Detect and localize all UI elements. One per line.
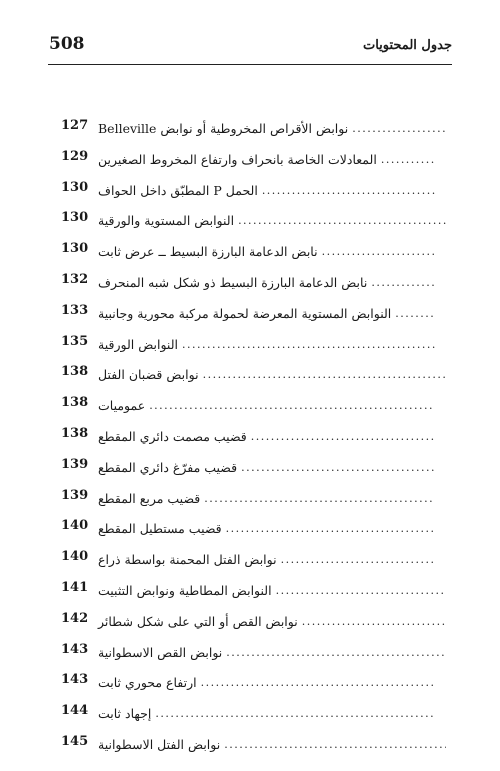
toc-entry[interactable]	[0, 358, 500, 388]
toc-entry-title: الحمل P المطبّق داخل الحواف	[98, 182, 258, 198]
toc-page-number: 129	[61, 148, 89, 164]
dot-leader	[302, 615, 446, 629]
toc-entry-line	[98, 332, 439, 354]
toc-entry-title: قضيب مربع المقطع	[98, 490, 201, 506]
toc-page-number: 141	[61, 580, 89, 595]
toc-entry-line	[98, 424, 439, 446]
toc-entry-title: قضيب مفرّغ دائري المقطع	[98, 459, 238, 475]
toc-entry[interactable]	[0, 605, 500, 635]
toc-entry[interactable]	[0, 112, 500, 142]
toc-entry-title: قضيب مستطيل المقطع	[98, 521, 222, 537]
toc-entry[interactable]	[0, 482, 500, 512]
dot-leader	[241, 461, 435, 475]
toc-entry-line	[98, 301, 439, 323]
toc-entry[interactable]	[0, 697, 500, 727]
dot-leader	[204, 492, 435, 506]
toc-page-number: 130	[61, 241, 89, 257]
toc-entry[interactable]	[0, 235, 500, 265]
toc-entry-line	[98, 640, 450, 662]
toc-entry-title: نابض الدعامة البارزة البسيط ــ عرض ثابت	[98, 244, 318, 260]
toc-page-number: 142	[61, 610, 89, 626]
toc-entry-line	[98, 701, 439, 723]
toc-entry-line	[98, 609, 450, 631]
toc-page-number: 140	[61, 549, 89, 565]
dot-leader	[155, 707, 435, 721]
toc-entry[interactable]	[0, 328, 500, 358]
toc-entry[interactable]	[0, 636, 500, 666]
toc-entry[interactable]	[0, 389, 500, 419]
toc-entry-title: نوابض الفتل المحمنة بواسطة ذراع	[98, 552, 277, 568]
dot-leader	[149, 399, 435, 413]
page-number: 508	[49, 34, 85, 54]
dot-leader	[226, 522, 435, 536]
toc-entry-line	[98, 516, 439, 538]
toc-entry-line	[98, 147, 439, 169]
toc-entry-line	[98, 732, 450, 754]
toc-page-number: 130	[61, 210, 89, 226]
toc-entry-title: نوابض الأقراص المخروطية أو نوابض Belleville	[98, 121, 349, 136]
toc-entry-line	[98, 270, 439, 292]
toc-page-number: 133	[61, 302, 89, 318]
dot-leader	[251, 430, 435, 444]
toc-entry-title: نوابض القص الاسطوانية	[98, 644, 223, 660]
toc-entry[interactable]	[0, 451, 500, 481]
toc-entry-title: ارتفاع محوري ثابت	[98, 675, 197, 691]
toc-entry-title: النوابض المستوية المعرضة لحمولة مركبة محورية وجانبية	[98, 305, 392, 321]
toc-entry[interactable]	[0, 666, 500, 696]
toc-page-number: 130	[61, 179, 89, 195]
running-header-title: جدول المحتويات	[362, 38, 452, 53]
header-rule	[48, 64, 452, 65]
toc-entry-title: النوابض الورقية	[98, 336, 178, 352]
toc-page-number: 143	[61, 641, 89, 657]
dot-leader	[226, 646, 446, 660]
toc-page-number: 140	[61, 518, 89, 534]
toc-entry-title: عموميات	[98, 398, 146, 414]
toc-entry[interactable]	[0, 174, 500, 204]
dot-leader	[281, 553, 435, 567]
dot-leader	[262, 184, 435, 198]
toc-entry[interactable]	[0, 143, 500, 173]
toc-page-number: 143	[61, 672, 89, 688]
dot-leader	[276, 584, 446, 598]
toc-page-number: 132	[61, 272, 89, 287]
toc-entry[interactable]	[0, 297, 500, 327]
dot-leader	[371, 276, 435, 290]
toc-entry[interactable]	[0, 266, 500, 296]
toc-entry-title: المعادلات الخاصة بانحراف وارتفاع المخروط الصغيرين	[98, 151, 377, 167]
dot-leader	[352, 122, 446, 136]
toc-page-number: 145	[61, 734, 89, 749]
toc-page-number: 138	[61, 395, 89, 411]
toc-page-number: 138	[61, 364, 89, 380]
toc-entry-line	[98, 393, 439, 415]
toc-entry-title: نوابض القص أو التي على شكل شطائر	[98, 613, 298, 629]
toc-entry[interactable]	[0, 204, 500, 234]
toc-page-number: 135	[61, 333, 89, 349]
toc-entry-title: النوابض المستوية والورقية	[98, 213, 235, 229]
toc-entry[interactable]	[0, 420, 500, 450]
toc-entry-title: النوابض المطاطية ونوابض التثبيت	[98, 583, 272, 598]
toc-page-number: 127	[61, 118, 89, 133]
toc-entry-line	[98, 178, 439, 200]
toc-page-number: 139	[61, 487, 89, 503]
toc-page-number: 139	[61, 456, 89, 472]
toc-entry[interactable]	[0, 543, 500, 573]
toc-entry-line	[98, 486, 439, 508]
toc-entry[interactable]	[0, 728, 500, 758]
toc-entry-line	[98, 116, 450, 138]
toc-entry[interactable]	[0, 512, 500, 542]
toc-entry-title: إجهاد ثابت	[98, 706, 152, 722]
dot-leader	[381, 153, 435, 167]
dot-leader	[322, 245, 435, 259]
dot-leader	[182, 338, 435, 352]
dot-leader	[238, 214, 446, 228]
toc-entry-title: نابض الدعامة البارزة البسيط ذو شكل شبه المنحرف	[98, 275, 368, 290]
toc-entry-line	[98, 670, 439, 692]
dot-leader	[201, 676, 435, 690]
toc-entry-title: نوابض قضبان الفتل	[98, 367, 199, 383]
toc-page-number: 138	[61, 426, 89, 441]
toc-entry[interactable]	[0, 574, 500, 604]
dot-leader	[203, 368, 446, 382]
toc-entry-line	[98, 239, 439, 261]
toc-entry-title: نوابض الفتل الاسطوانية	[98, 737, 221, 752]
toc-entry-line	[98, 362, 450, 384]
toc-page-number: 144	[61, 703, 89, 719]
toc-entry-line	[98, 578, 450, 600]
dot-leader	[395, 307, 435, 321]
toc-entry-line	[98, 208, 450, 230]
toc-entry-line	[98, 455, 439, 477]
page-header	[49, 30, 452, 64]
toc-entry-line	[98, 547, 439, 569]
toc-entry-title: قضيب مصمت دائري المقطع	[98, 429, 247, 444]
dot-leader	[224, 738, 446, 752]
